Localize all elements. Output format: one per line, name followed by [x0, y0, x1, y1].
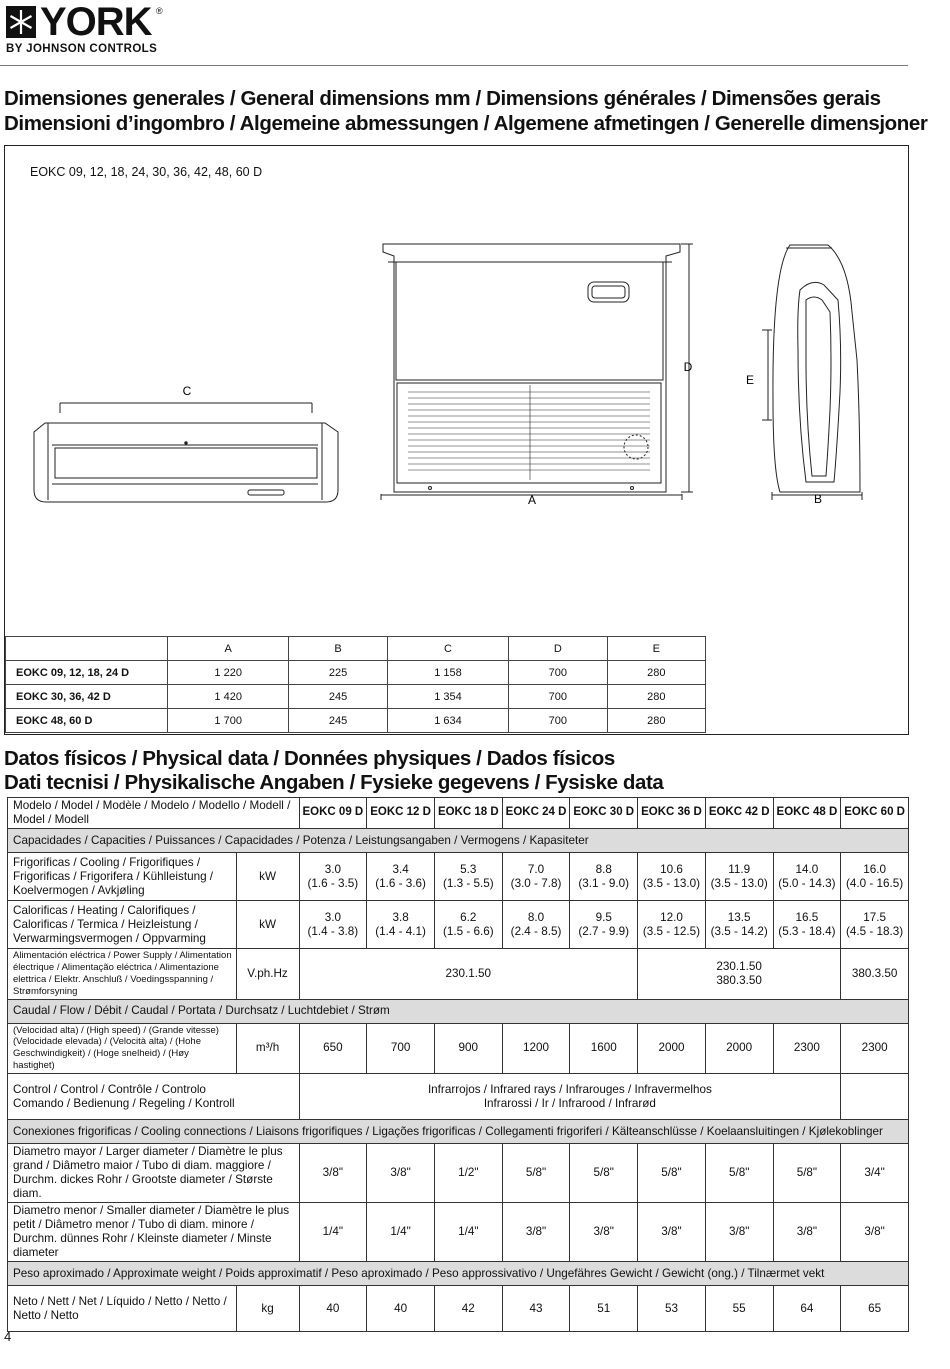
header-cell-c: C [387, 637, 508, 661]
cooling-cell [841, 853, 909, 901]
heating-value: 3.8 [392, 910, 409, 924]
drawing-model-caption: EOKC 09, 12, 18, 24, 30, 36, 42, 48, 60 D [30, 165, 263, 179]
weight-value: 51 [570, 1286, 638, 1332]
cooling-range: (4.0 - 16.5) [846, 876, 904, 890]
capacities-section-row [8, 829, 909, 853]
model-header-row [8, 798, 909, 829]
flow-value: 2000 [638, 1023, 706, 1074]
cell-d: 700 [509, 709, 607, 733]
larger-diameter-row [8, 1144, 909, 1203]
weight-value: 55 [705, 1286, 773, 1332]
smaller-diameter-row [8, 1203, 909, 1262]
weight-value: 42 [434, 1286, 502, 1332]
heating-range: (3.5 - 14.2) [710, 924, 768, 938]
heating-cell [638, 901, 706, 949]
cooling-value: 5.3 [460, 862, 477, 876]
power-supply-value-single-phase: 230.1.50 [299, 949, 638, 1000]
power-supply-label: Alimentación eléctrica / Power Supply / Alimentation électrique / Alimentação eléctrica / Alimentazione elettrica / Elektr. Anschluß / Voedingsspanning / Strømforsyning [8, 949, 237, 1000]
cooling-range: (3.5 - 13.0) [642, 876, 701, 890]
flow-value: 1600 [570, 1023, 638, 1074]
dimensions-table [5, 636, 706, 733]
flow-unit: m³/h [236, 1023, 299, 1074]
smaller-diameter-value: 3/8" [570, 1203, 638, 1262]
cooling-range: (3.0 - 7.8) [510, 876, 562, 890]
cell-e: 280 [607, 661, 705, 685]
header-cell-a: A [168, 637, 289, 661]
larger-diameter-value: 3/4" [841, 1144, 909, 1203]
cooling-cell [367, 853, 435, 901]
larger-diameter-value: 3/8" [367, 1144, 435, 1203]
flow-header: Caudal / Flow / Débit / Caudal / Portata / Durchsatz / Luchtdebiet / Strøm [8, 999, 909, 1023]
flow-value: 2300 [773, 1023, 841, 1074]
power-supply-value-line1: 230.1.50 [716, 959, 762, 973]
cell-b: 245 [289, 685, 387, 709]
control-empty-cell [841, 1074, 909, 1120]
smaller-diameter-value: 3/8" [502, 1203, 570, 1262]
model-label: Modelo / Model / Modèle / Modelo / Modello / Modell / Model / Modell [8, 798, 300, 829]
heating-unit: kW [236, 901, 299, 949]
table-row [6, 709, 706, 733]
cooling-range: (1.3 - 5.5) [442, 876, 494, 890]
heating-range: (4.5 - 18.3) [846, 924, 904, 938]
heating-cell [299, 901, 367, 949]
smaller-diameter-value: 1/4" [367, 1203, 435, 1262]
flow-section-row [8, 999, 909, 1023]
brand-name: YORK [40, 0, 152, 44]
cooling-range: (5.0 - 14.3) [778, 876, 836, 890]
weight-section-row [8, 1262, 909, 1286]
header-cell-b: B [289, 637, 387, 661]
heating-cell [773, 901, 841, 949]
cell-a: 1 700 [168, 709, 289, 733]
bottom-view-drawing [34, 403, 338, 502]
cooling-cell [638, 853, 706, 901]
smaller-diameter-value: 1/4" [434, 1203, 502, 1262]
heating-range: (1.4 - 4.1) [375, 924, 426, 938]
smaller-diameter-value: 1/4" [299, 1203, 367, 1262]
cooling-unit: kW [236, 853, 299, 901]
heating-range: (1.5 - 6.6) [442, 924, 494, 938]
heating-cell [367, 901, 435, 949]
cooling-range: (3.1 - 9.0) [578, 876, 630, 890]
heating-cell [570, 901, 638, 949]
cooling-cell [502, 853, 570, 901]
heating-cell [705, 901, 773, 949]
flow-value: 1200 [502, 1023, 570, 1074]
weight-header: Peso aproximado / Approximate weight / Poids approximatif / Peso aproximado / Peso approssivativo / Ungefähres Gewicht / Gewicht (ong.) / Tilnærmet vekt [8, 1262, 909, 1286]
header-blank-cell [6, 637, 168, 661]
model-header: EOKC 60 D [841, 798, 909, 829]
cell-b: 225 [289, 661, 387, 685]
larger-diameter-value: 3/8" [299, 1144, 367, 1203]
cooling-value: 3.0 [324, 862, 341, 876]
control-label-line2: Comando / Bedienung / Regeling / Kontroll [13, 1096, 235, 1110]
weight-value: 53 [638, 1286, 706, 1332]
model-header: EOKC 48 D [773, 798, 841, 829]
cell-c: 1 354 [387, 685, 508, 709]
heating-cell [841, 901, 909, 949]
dimension-label-a: A [527, 493, 537, 507]
smaller-diameter-value: 3/8" [841, 1203, 909, 1262]
front-view-drawing [381, 244, 693, 500]
flow-row [8, 1023, 909, 1074]
heating-value: 17.5 [863, 910, 886, 924]
weight-value: 40 [299, 1286, 367, 1332]
physical-title-line1: Datos físicos / Physical data / Données physiques / Dados físicos [4, 747, 615, 770]
registered-mark: ® [156, 6, 163, 16]
heating-value: 3.0 [324, 910, 341, 924]
cell-a: 1 420 [168, 685, 289, 709]
cell-e: 280 [607, 685, 705, 709]
control-value-line2: Infrarossi / Ir / Infrarood / Infrarød [483, 1096, 656, 1110]
dimension-label-b: B [813, 492, 823, 506]
smaller-diameter-label: Diametro menor / Smaller diameter / Diamètre le plus petit / Diâmetro menor / Tubo di diam. minore / Durchm. dünnes Rohr / Kleinste diameter / Minste diameter [8, 1203, 300, 1262]
cooling-cell [570, 853, 638, 901]
cell-e: 280 [607, 709, 705, 733]
dimension-label-d: D [683, 360, 693, 374]
heating-range: (1.4 - 3.8) [307, 924, 359, 938]
flow-value: 700 [367, 1023, 435, 1074]
heating-cell [434, 901, 502, 949]
heating-cell [502, 901, 570, 949]
cooling-label: Frigorificas / Cooling / Frigorifiques / Frigorificas / Frigorifera / Kühlleistung / Koelvermogen / Avkjøling [8, 853, 237, 901]
larger-diameter-value: 5/8" [773, 1144, 841, 1203]
model-header: EOKC 30 D [570, 798, 638, 829]
heating-value: 12.0 [660, 910, 683, 924]
control-value [299, 1074, 841, 1120]
cooling-value: 14.0 [795, 862, 819, 876]
heating-value: 16.5 [795, 910, 819, 924]
flow-value: 900 [434, 1023, 502, 1074]
larger-diameter-value: 5/8" [502, 1144, 570, 1203]
larger-diameter-value: 5/8" [570, 1144, 638, 1203]
cell-c: 1 158 [387, 661, 508, 685]
cell-a: 1 220 [168, 661, 289, 685]
larger-diameter-value: 5/8" [638, 1144, 706, 1203]
cooling-value: 3.4 [392, 862, 409, 876]
heating-value: 6.2 [460, 910, 477, 924]
model-header: EOKC 09 D [299, 798, 367, 829]
cooling-range: (1.6 - 3.5) [307, 876, 359, 890]
cooling-range: (1.6 - 3.6) [375, 876, 426, 890]
dimensions-title-line1: Dimensiones generales / General dimensions mm / Dimensions générales / Dimensões gerais [4, 87, 881, 110]
cooling-value: 10.6 [660, 862, 683, 876]
weight-value: 43 [502, 1286, 570, 1332]
model-header: EOKC 42 D [705, 798, 773, 829]
cooling-value: 8.8 [595, 862, 612, 876]
power-supply-value-three-phase: 380.3.50 [841, 949, 909, 1000]
physical-data-table [7, 797, 909, 1332]
physical-title-line2: Dati tecnisi / Physikalische Angaben / Fysieke gegevens / Fysiske data [4, 771, 664, 794]
control-label [8, 1074, 300, 1120]
cell-d: 700 [509, 685, 607, 709]
heating-range: (5.3 - 18.4) [778, 924, 836, 938]
smaller-diameter-value: 3/8" [638, 1203, 706, 1262]
flow-value: 2300 [841, 1023, 909, 1074]
power-supply-row [8, 949, 909, 1000]
larger-diameter-label: Diametro mayor / Larger diameter / Diamètre le plus grand / Diâmetro maior / Tubo di diam. maggiore / Durchm. dickes Rohr / Grootste diameter / Største diam. [8, 1144, 300, 1203]
connections-header: Conexiones frigorificas / Cooling connections / Liaisons frigorifiques / Ligações frigorificas / Collegamenti frigoriferi / Kälteanschlüsse / Koelaansluitingen / Kjølekoblinger [8, 1120, 909, 1144]
power-supply-value-mixed [638, 949, 841, 1000]
heating-range: (2.7 - 9.9) [578, 924, 630, 938]
cooling-row [8, 853, 909, 901]
weight-unit: kg [236, 1286, 299, 1332]
capacities-header: Capacidades / Capacities / Puissances / Capacidades / Potenza / Leistungsangaben / Vermogens / Kapasiteter [8, 829, 909, 853]
row-model: EOKC 09, 12, 18, 24 D [6, 661, 168, 685]
row-model: EOKC 48, 60 D [6, 709, 168, 733]
control-row [8, 1074, 909, 1120]
weight-value: 65 [841, 1286, 909, 1332]
cooling-cell [299, 853, 367, 901]
power-supply-value-line2: 380.3.50 [716, 973, 762, 987]
weight-label: Neto / Nett / Net / Líquido / Netto / Netto / Netto / Netto [8, 1286, 237, 1332]
unit-technical-drawing [0, 0, 950, 640]
row-model: EOKC 30, 36, 42 D [6, 685, 168, 709]
cell-c: 1 634 [387, 709, 508, 733]
side-view-drawing [762, 245, 862, 500]
model-header: EOKC 12 D [367, 798, 435, 829]
cooling-cell [434, 853, 502, 901]
heating-value: 8.0 [527, 910, 545, 924]
weight-value: 64 [773, 1286, 841, 1332]
dimension-label-c: C [182, 384, 192, 398]
heating-value: 13.5 [727, 910, 751, 924]
header-cell-e: E [607, 637, 705, 661]
cooling-value: 16.0 [863, 862, 886, 876]
weight-value: 40 [367, 1286, 435, 1332]
larger-diameter-value: 5/8" [705, 1144, 773, 1203]
model-header: EOKC 18 D [434, 798, 502, 829]
heating-range: (3.5 - 12.5) [642, 924, 701, 938]
cooling-cell [705, 853, 773, 901]
table-row [6, 685, 706, 709]
dimension-label-e: E [745, 373, 755, 387]
control-value-line1: Infrarrojos / Infrared rays / Infrarouges / Infravermelhos [427, 1082, 712, 1096]
dimensions-title-line2: Dimensioni d’ingombro / Algemeine abmessungen / Algemene afmetingen / Generelle dimensjoner [4, 112, 928, 135]
smaller-diameter-value: 3/8" [773, 1203, 841, 1262]
smaller-diameter-value: 3/8" [705, 1203, 773, 1262]
cooling-cell [773, 853, 841, 901]
model-header: EOKC 24 D [502, 798, 570, 829]
cooling-value: 11.9 [728, 862, 751, 876]
heating-range: (2.4 - 8.5) [510, 924, 562, 938]
power-supply-unit: V.ph.Hz [236, 949, 299, 1000]
cooling-value: 7.0 [527, 862, 545, 876]
brand-subtitle: BY JOHNSON CONTROLS [6, 43, 158, 55]
page-number: 4 [4, 1329, 12, 1344]
flow-value: 2000 [705, 1023, 773, 1074]
flow-label: (Velocidad alta) / (High speed) / (Grande vitesse) (Velocidade elevada) / (Velocità alta) / (Hohe Geschwindigkeit) / (Hoge snelheid) / (Høy hastighet) [8, 1023, 237, 1074]
heating-row [8, 901, 909, 949]
weight-row [8, 1286, 909, 1332]
connections-section-row [8, 1120, 909, 1144]
cooling-range: (3.5 - 13.0) [710, 876, 768, 890]
header-cell-d: D [509, 637, 607, 661]
dimensions-table-header [6, 637, 706, 661]
model-header: EOKC 36 D [638, 798, 706, 829]
table-row [6, 661, 706, 685]
heating-value: 9.5 [595, 910, 612, 924]
flow-value: 650 [299, 1023, 367, 1074]
cell-d: 700 [509, 661, 607, 685]
heating-label: Calorificas / Heating / Calorifiques / Calorificas / Termica / Heizleistung / Verwarmingsvermogen / Oppvarming [8, 901, 237, 949]
control-label-line1: Control / Control / Contrôle / Controlo [13, 1082, 206, 1096]
larger-diameter-value: 1/2" [434, 1144, 502, 1203]
cell-b: 245 [289, 709, 387, 733]
